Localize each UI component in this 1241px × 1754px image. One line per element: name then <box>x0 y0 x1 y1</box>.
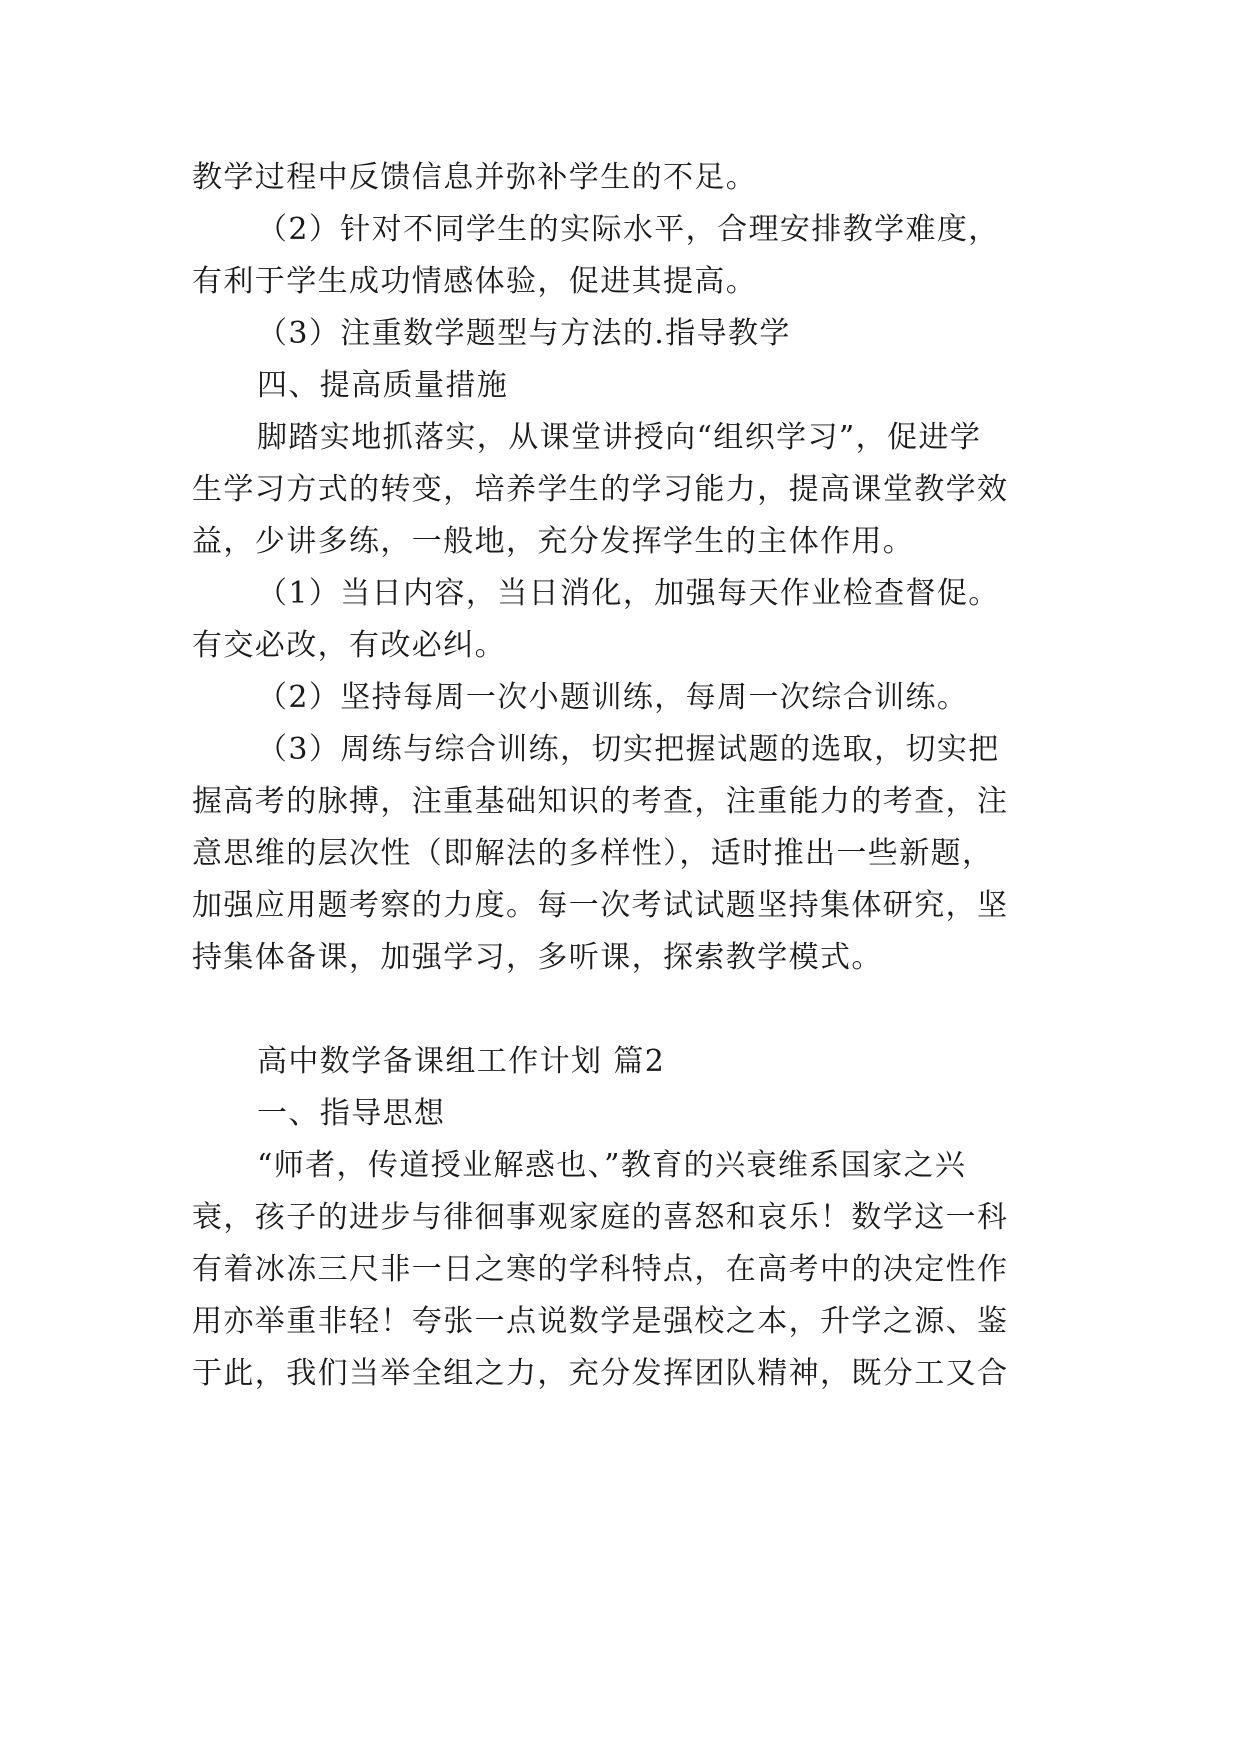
text-line: 握高考的脉搏，注重基础知识的考查，注重能力的考查，注 <box>192 784 1009 819</box>
text-line: 衰，孩子的进步与徘徊事观家庭的喜怒和哀乐！数学这一科 <box>192 1200 1009 1235</box>
text-line: （1）当日内容，当日消化，加强每天作业检查督促。 <box>257 576 1000 611</box>
text-line: 脚踏实地抓落实，从课堂讲授向“组织学习”，促进学 <box>257 420 982 455</box>
text-line: 教学过程中反馈信息并弥补学生的不足。 <box>192 160 758 195</box>
text-line: （3）周练与综合训练，切实把握试题的选取，切实把 <box>257 732 1000 767</box>
text-line: （2）坚持每周一次小题训练，每周一次综合训练。 <box>257 680 969 715</box>
text-line: 益，少讲多练，一般地，充分发挥学生的主体作用。 <box>192 524 915 559</box>
text-line: 生学习方式的转变，培养学生的学习能力，提高课堂教学效 <box>192 472 1009 507</box>
text-line: 于此，我们当举全组之力，充分发挥团队精神，既分工又合 <box>192 1356 1009 1391</box>
text-line: （3）注重数学题型与方法的.指导教学 <box>257 316 791 351</box>
article-title: 高中数学备课组工作计划 篇2 <box>257 1044 666 1079</box>
text-line: “师者，传道授业解惑也、”教育的兴衰维系国家之兴 <box>257 1148 967 1183</box>
text-line: 意思维的层次性（即解法的多样性），适时推出一些新题， <box>192 836 994 871</box>
text-line: 有着冰冻三尺非一日之寒的学科特点，在高考中的决定性作 <box>192 1252 1009 1287</box>
text-line: （2）针对不同学生的实际水平，合理安排教学难度， <box>257 212 1000 247</box>
section-heading: 一、指导思想 <box>257 1096 446 1131</box>
text-line: 有利于学生成功情感体验，促进其提高。 <box>192 264 758 299</box>
text-line: 加强应用题考察的力度。每一次考试试题坚持集体研究，坚 <box>192 888 1009 923</box>
text-line: 持集体备课，加强学习，多听课，探索教学模式。 <box>192 940 883 975</box>
text-line: 有交必改，有改必纠。 <box>192 628 506 663</box>
section-heading: 四、提高质量措施 <box>257 368 509 403</box>
text-line: 用亦举重非轻！夸张一点说数学是强校之本，升学之源、鉴 <box>192 1304 1009 1339</box>
